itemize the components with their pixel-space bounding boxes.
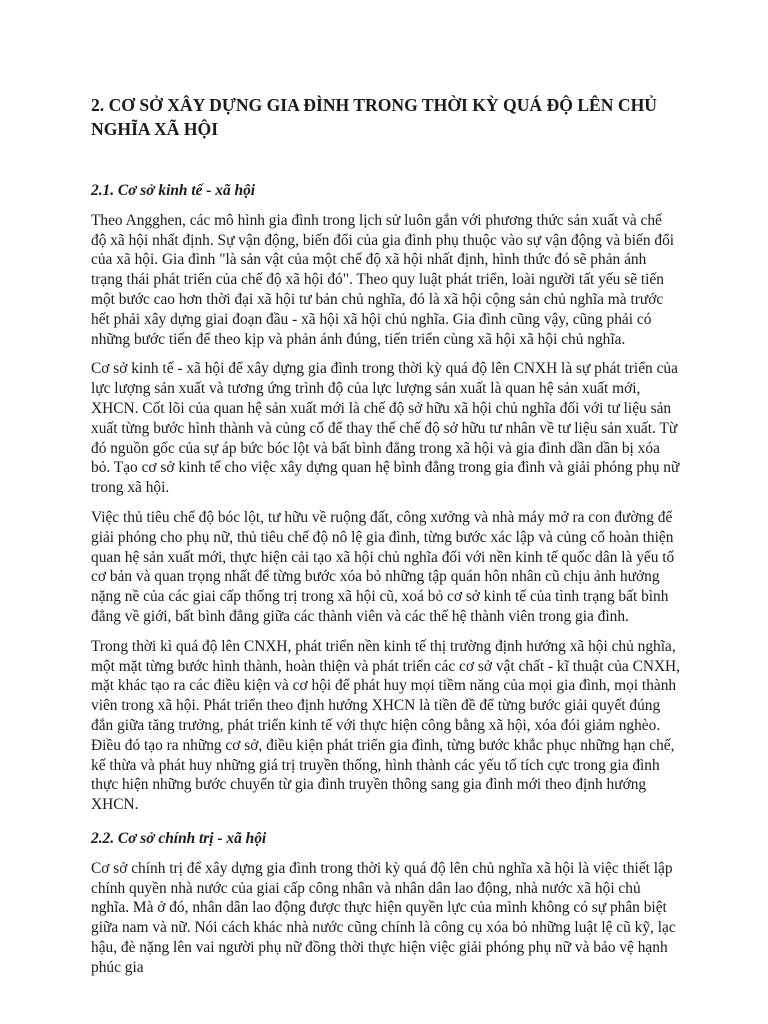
paragraph: Theo Angghen, các mô hình gia đình trong lịch sử luôn gắn với phương thức sản xuất và chế độ xã hội nhất định. Sự vận động, biến đổi của gia đình phụ thuộc vào sự vận động và biến đổi của xã hội. Gia đình "là sản vật của một chế độ xã hội nhất định, hình thức đó sẽ phản ánh trạng thái phát triển của chế độ xã hội đó". Theo quy luật phát triển, loài người tất yếu sẽ tiến một bước cao hơn thời đại xã hội tư bản chủ nghĩa, đó là xã hội cộng sản chủ nghĩa mà trước hết phải xây dựng giai đoạn đầu - xã hội xã hội chủ nghĩa. Gia đình cũng vậy, cũng phải có những bước tiến để theo kịp và phản ánh đúng, tiến triển cùng xã hội xã hội chủ nghĩa. <box>91 211 675 348</box>
section-heading-political-social: 2.2. Cơ sở chính trị - xã hội <box>91 829 267 847</box>
section-heading-economic-social: 2.1. Cơ sở kinh tế - xã hội <box>91 182 256 199</box>
paragraph: Việc thủ tiêu chế độ bóc lột, tư hữu về ruộng đất, công xưởng và nhà máy mở ra con đường để giải phóng cho phụ nữ, thủ tiêu chế độ nô lệ gia đình, từng bước xác lập và củng cố hoàn thiện quan hệ sản xuất mới, thực hiện cải tạo xã hội chủ nghĩa đối với nền kinh tế quốc dân là yếu tố cơ bản và quan trọng nhất để từng bước xóa bỏ những tập quán hôn nhân cũ chịu ảnh hưởng nặng nề của các giai cấp thống trị trong xã hội cũ, xoá bỏ cơ sở kinh tế của tình trạng bất bình đẳng về giới, bất bình đẳng giữa các thành viên và các thế hệ thành viên trong gia đình. <box>91 508 675 625</box>
paragraph: Trong thời kì quá độ lên CNXH, phát triển nền kinh tế thị trường định hướng xã hội chủ nghĩa, một mặt từng bước hình thành, hoàn thiện và phát triển các cơ sở vật chất - kĩ thuật của CNXH, mặt khác tạo ra các điều kiện và cơ hội để phát huy mọi tiềm năng của mọi gia đình, mọi thành viên trong xã hội. Phát triển theo định hướng XHCN là tiền đề để từng bước giải quyết đúng đắn giữa tăng trưởng, phát triển kinh tế với thực hiện công bằng xã hội, xóa đói giảm nghèo. Điều đó tạo ra những cơ sở, điều kiện phát triển gia đình, từng bước khắc phục những hạn chế, kế thừa và phát huy những giá trị truyền thống, hình thành các yếu tố tích cực trong gia đình thực hiện những bước chuyển từ gia đình truyền thông sang gia đình mới theo định hướng XHCN. <box>91 637 681 814</box>
paragraph: Cơ sở kinh tế - xã hội để xây dựng gia đình trong thời kỳ quá độ lên CNXH là sự phát triển của lực lượng sản xuất và tương ứng trình độ của lực lượng sản xuất là quan hệ sản xuất mới, XHCN. Cốt lõi của quan hệ sản xuất mới là chế độ sở hữu xã hội chủ nghĩa đối với tư liệu sản xuất từng bước hình thành và củng cố để thay thế chế độ sở hữu tư nhân về tư liệu sản xuất. Từ đó nguồn gốc của sự áp bức bóc lột và bất bình đẳng trong xã hội và gia đình dần dần bị xóa bỏ. Tạo cơ sở kinh tế cho việc xây dựng quan hệ bình đẳng trong gia đình và giải phóng phụ nữ trong xã hội. <box>91 360 680 497</box>
document-page <box>91 88 681 977</box>
paragraph: Cơ sở chính trị để xây dựng gia đình trong thời kỳ quá độ lên chủ nghĩa xã hội là việc thiết lập chính quyền nhà nước của giai cấp công nhân và nhân dân lao động, nhà nước xã hội chủ nghĩa. Mà ở đó, nhân dân lao động được thực hiện quyền lực của mình không có sự phân biệt giữa nam và nữ. Nói cách khác nhà nước cũng chính là công cụ xóa bỏ những luật lệ cũ kỹ, lạc hậu, đè nặng lên vai người phụ nữ đồng thời thực hiện việc giải phóng phụ nữ và bảo vệ hạnh phúc gia <box>91 859 676 976</box>
document-title: 2. CƠ SỞ XÂY DỰNG GIA ĐÌNH TRONG THỜI KỲ QUÁ ĐỘ LÊN CHỦ NGHĨA XÃ HỘI <box>91 95 657 139</box>
